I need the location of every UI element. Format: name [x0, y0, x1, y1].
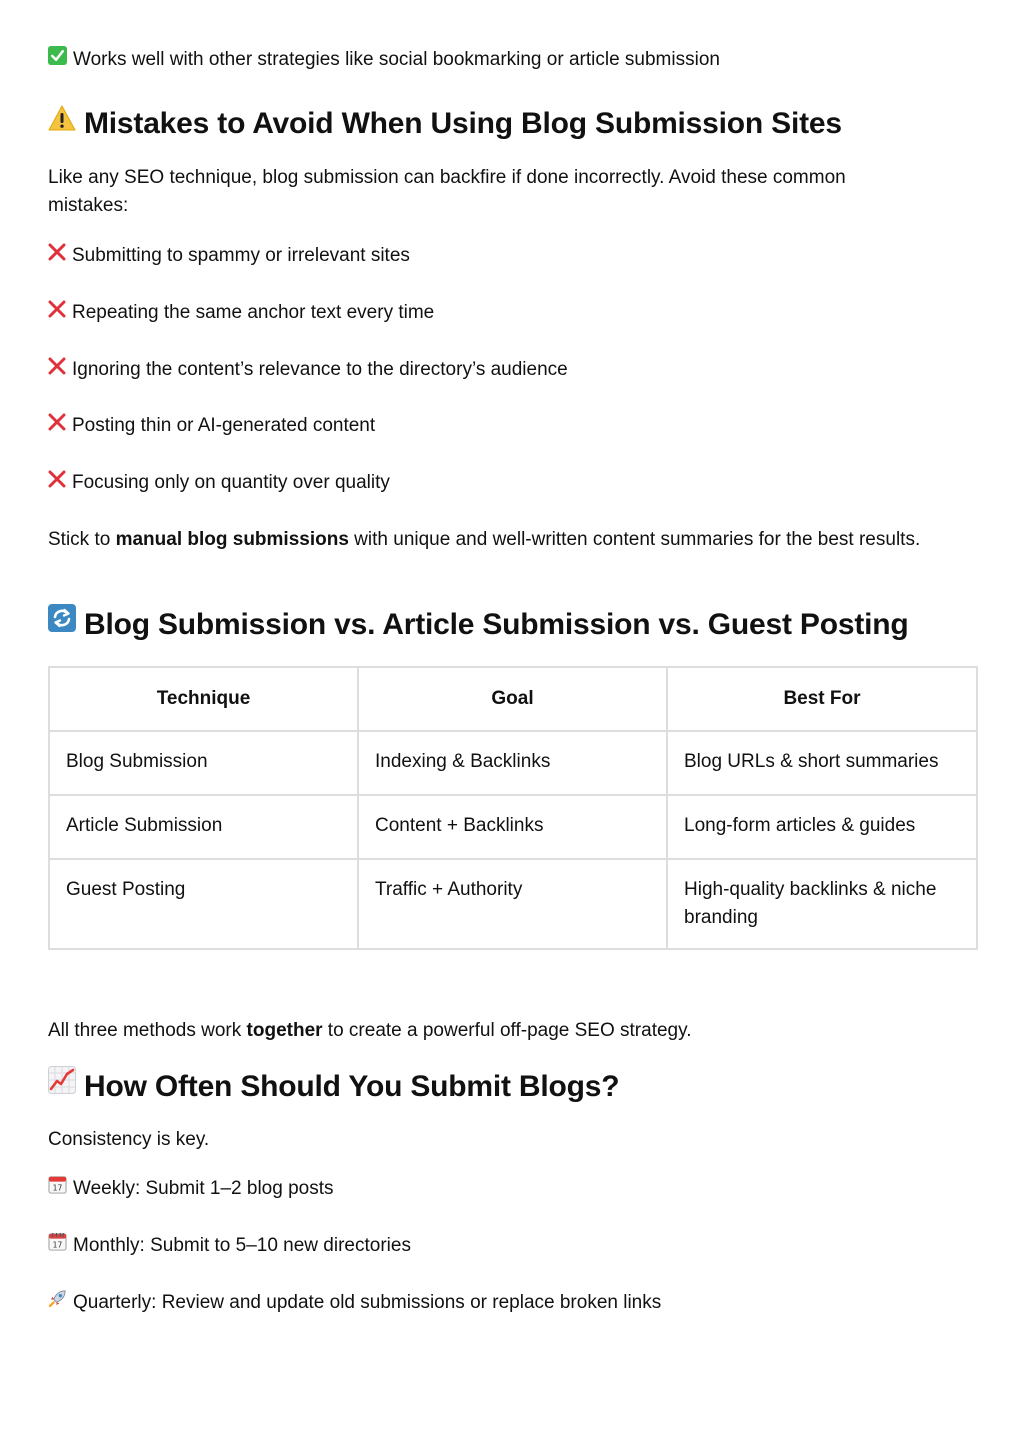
frequency-text: Monthly: Submit to 5–10 new directories	[73, 1235, 411, 1257]
table-cell: Long-form articles & guides	[667, 795, 977, 859]
frequency-item	[48, 1232, 411, 1260]
cross-mark-icon	[48, 299, 66, 327]
table-cell: Traffic + Authority	[358, 859, 667, 949]
mistake-text: Focusing only on quantity over quality	[72, 472, 390, 494]
check-mark-icon	[48, 46, 67, 74]
frequency-heading-text: How Often Should You Submit Blogs?	[84, 1070, 620, 1103]
table-cell: Indexing & Backlinks	[358, 731, 667, 795]
mistake-item	[48, 412, 375, 440]
mistake-item	[48, 299, 434, 327]
table-cell: Blog Submission	[49, 731, 358, 795]
frequency-item	[48, 1175, 334, 1203]
column-header: Technique	[49, 667, 358, 731]
table-cell: High-quality backlinks & niche branding	[667, 859, 977, 949]
cross-mark-icon	[48, 412, 66, 440]
cross-mark-icon	[48, 469, 66, 497]
calendar-icon	[48, 1175, 67, 1203]
spiral-calendar-icon	[48, 1232, 67, 1260]
mistakes-intro: Like any SEO technique, blog submission can backfire if done incorrectly. Avoid these common mistakes:	[48, 167, 846, 216]
table-row	[49, 795, 977, 859]
closing-bold-text: manual blog submissions	[115, 529, 349, 550]
summary-text: to create a powerful off-page SEO strategy.	[322, 1020, 692, 1041]
rocket-icon	[48, 1289, 67, 1317]
frequency-intro: Consistency is key.	[48, 1129, 210, 1150]
comparison-heading-text: Blog Submission vs. Article Submission vs. Guest Posting	[84, 608, 909, 641]
frequency-text: Weekly: Submit 1–2 blog posts	[73, 1178, 334, 1200]
comparison-heading	[48, 605, 909, 646]
frequency-text: Quarterly: Review and update old submissions or replace broken links	[73, 1292, 662, 1314]
comparison-table	[48, 666, 978, 950]
mistake-item	[48, 469, 390, 497]
mistake-text: Posting thin or AI-generated content	[72, 415, 376, 437]
chart-increasing-icon	[48, 1065, 76, 1105]
table-cell: Guest Posting	[49, 859, 358, 949]
closing-text: with unique and well-written content summaries for the best results.	[348, 529, 921, 550]
mistakes-closing	[48, 526, 928, 554]
frequency-item	[48, 1289, 661, 1317]
mistake-text: Repeating the same anchor text every time	[72, 302, 435, 324]
summary-text: All three methods work	[48, 1020, 247, 1041]
mistakes-heading-text: Mistakes to Avoid When Using Blog Submission Sites	[84, 107, 842, 140]
repeat-arrows-icon	[48, 603, 76, 643]
table-cell: Article Submission	[49, 795, 358, 859]
benefit-text: Works well with other strategies like social bookmarking or article submission	[73, 49, 720, 71]
cross-mark-icon	[48, 356, 66, 384]
table-row	[49, 859, 977, 949]
summary-bold-text: together	[246, 1020, 323, 1041]
mistake-item	[48, 242, 410, 270]
benefit-item	[48, 46, 720, 74]
comparison-summary	[48, 1017, 928, 1045]
svg-text:17: 17	[52, 1240, 63, 1250]
column-header: Best For	[667, 667, 977, 731]
warning-icon	[48, 102, 76, 142]
mistake-item	[48, 356, 568, 384]
cross-mark-icon	[48, 242, 66, 270]
column-header: Goal	[358, 667, 667, 731]
svg-text:17: 17	[52, 1183, 63, 1193]
table-cell: Blog URLs & short summaries	[667, 731, 977, 795]
mistakes-heading	[48, 104, 842, 145]
table-row	[49, 731, 977, 795]
table-header-row	[49, 667, 977, 731]
table-cell: Content + Backlinks	[358, 795, 667, 859]
mistake-text: Ignoring the content’s relevance to the directory’s audience	[72, 359, 568, 381]
closing-text: Stick to	[48, 529, 116, 550]
frequency-heading	[48, 1067, 619, 1108]
mistake-text: Submitting to spammy or irrelevant sites	[72, 245, 410, 267]
